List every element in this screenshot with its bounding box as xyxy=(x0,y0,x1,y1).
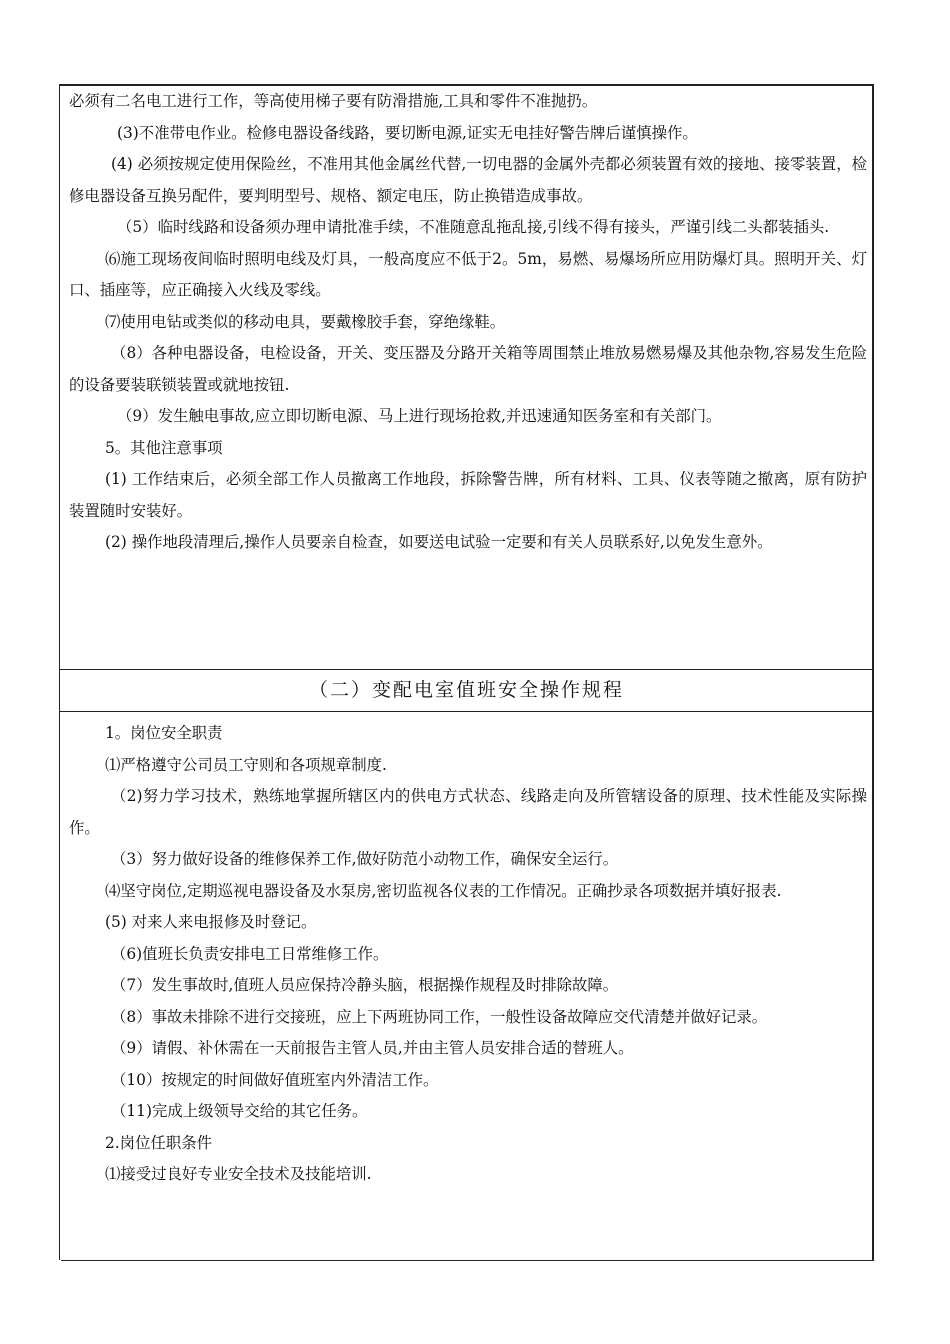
section-2-title: （二）变配电室值班安全操作规程 xyxy=(308,679,624,701)
paragraph: ⑷坚守岗位,定期巡视电器设备及水泵房,密切监视各仪表的工作情况。正确抄录各项数据并填好报表. xyxy=(105,881,782,900)
section-2-body xyxy=(69,718,867,1191)
paragraph: (5) 对来人来电报修及时登记。 xyxy=(105,913,317,931)
paragraph: (2) 操作地段清理后,操作人员要亲自检查，如要送电试验一定要和有关人员联系好,以免发生意外。 xyxy=(105,533,773,551)
paragraph: （6)值班长负责安排电工日常维修工作。 xyxy=(111,944,389,963)
paragraph: (4) 必须按规定使用保险丝，不准用其他金属丝代替,一切电器的金属外壳都必须装置有效的接地、接零装置，检修电器设备互换另配件，要判明型号、规格、额定电压，防止换错造成事故。 xyxy=(69,155,867,205)
paragraph: 必须有二名电工进行工作，等高使用梯子要有防滑措施,工具和零件不准抛扔。 xyxy=(69,92,598,110)
paragraph: 1。岗位安全职责 xyxy=(105,724,223,742)
paragraph: 2.岗位任职条件 xyxy=(105,1133,213,1152)
section-1-body xyxy=(69,86,867,559)
paragraph: （5）临时线路和设备须办理申请批准手续，不准随意乱拖乱接,引线不得有接头，严谨引线二头都装插头. xyxy=(117,218,830,236)
paragraph: （7）发生事故时,值班人员应保持冷静头脑，根据操作规程及时排除故障。 xyxy=(111,976,619,994)
paragraph: （3）努力做好设备的维修保养工作,做好防范小动物工作，确保安全运行。 xyxy=(111,850,619,868)
paragraph: （2)努力学习技术，熟练地掌握所辖区内的供电方式状态、线路走向及所管辖设备的原理、技术性能及实际操作。 xyxy=(69,787,867,837)
paragraph: (1) 工作结束后，必须全部工作人员撤离工作地段，拆除警告牌，所有材料、工具、仪表等随之撤离，原有防护装置随时安装好。 xyxy=(69,470,867,520)
paragraph: ⑹施工现场夜间临时照明电线及灯具，一般高度应不低于2。5m，易燃、易爆场所应用防爆灯具。照明开关、灯口、插座等，应正确接入火线及零线。 xyxy=(69,249,867,299)
paragraph: （10）按规定的时间做好值班室内外清洁工作。 xyxy=(111,1070,439,1089)
frame-bottom-rule xyxy=(61,1260,874,1261)
paragraph: (3)不准带电作业。检修电器设备线路，要切断电源,证实无电挂好警告牌后谨慎操作。 xyxy=(117,123,698,142)
paragraph: 5。其他注意事项 xyxy=(105,438,223,457)
paragraph: （8）各种电器设备，电检设备，开关、变压器及分路开关箱等周围禁止堆放易燃易爆及其他杂物,容易发生危险的设备要装联锁装置或就地按钮. xyxy=(69,344,867,394)
paragraph: （11)完成上级领导交给的其它任务。 xyxy=(111,1102,368,1120)
section-divider-bottom xyxy=(59,711,874,712)
paragraph: ⑴严格遵守公司员工守则和各项规章制度. xyxy=(105,755,387,774)
paragraph: （9）发生触电事故,应立即切断电源、马上进行现场抢救,并迅速通知医务室和有关部门。 xyxy=(117,407,722,425)
paragraph: ⑴接受过良好专业安全技术及技能培训. xyxy=(105,1165,372,1183)
paragraph: ⑺使用电钻或类似的移动电具，要戴橡胶手套，穿绝缘鞋。 xyxy=(105,312,506,331)
paragraph: （8）事故未排除不进行交接班，应上下两班协同工作，一般性设备故障应交代清楚并做好记录。 xyxy=(111,1007,768,1026)
section-divider-top xyxy=(59,669,874,670)
paragraph: （9）请假、补休需在一天前报告主管人员,并由主管人员安排合适的替班人。 xyxy=(111,1039,634,1057)
